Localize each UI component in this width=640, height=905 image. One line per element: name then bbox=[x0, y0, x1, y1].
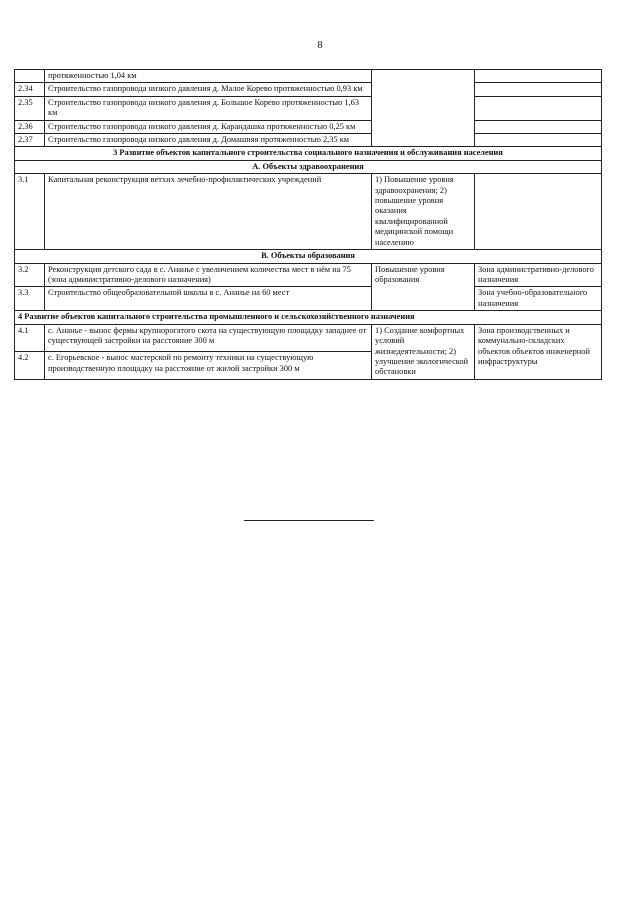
row-number: 2.36 bbox=[15, 120, 45, 133]
row-number: 2.35 bbox=[15, 96, 45, 120]
subsection-a-title: А. Объекты здравоохранения bbox=[15, 160, 602, 173]
row-text: Реконструкция детского сада в с. Ананьe с увеличением количества мест в нём на 75 (зона административно-делового назначения) bbox=[45, 263, 372, 287]
table-row bbox=[15, 134, 602, 147]
page-number: 8 bbox=[317, 40, 323, 51]
row-text: Строительство газопровода низкого давления д. Большое Корево протяженностью 1,63 км bbox=[45, 96, 372, 120]
row-number bbox=[15, 70, 45, 83]
table-row bbox=[15, 287, 602, 311]
table-row bbox=[15, 83, 602, 96]
section-3-title: 3 Развитие объектов капитального строительства социального назначения и обслуживания населения bbox=[15, 147, 602, 160]
row-number: 2.34 bbox=[15, 83, 45, 96]
end-divider bbox=[244, 520, 374, 521]
row-number: 4.1 bbox=[15, 324, 45, 352]
row-text: Строительство газопровода низкого давления д. Малое Корево протяженностью 0,93 км bbox=[45, 83, 372, 96]
row-text: протяженностью 1,04 км bbox=[45, 70, 372, 83]
row-text: с. Егорьевское - вынос мастерской по ремонту техники на существующую производственную площадку на расстояние от жилой застройки 300 м bbox=[45, 352, 372, 380]
row-text: Строительство общеобразовательной школы в с. Ананье на 60 мест bbox=[45, 287, 372, 311]
row-number: 3.1 bbox=[15, 174, 45, 250]
goal-cell: 1) Создание комфортных условий жизнедеятельности; 2) улучшение экологической обстановки bbox=[372, 324, 475, 379]
goal-cell: Повышение уровня образования bbox=[372, 263, 475, 311]
zone-cell: Зона административно-делового назначения bbox=[475, 263, 602, 287]
zone-cell: Зона производственных и коммунально-складских объектов объектов инженерной инфраструктуры bbox=[475, 324, 602, 379]
section-4-title: 4 Развитие объектов капитального строительства промышленного и сельскохозяйственного назначения bbox=[15, 311, 602, 324]
row-number: 4.2 bbox=[15, 352, 45, 380]
goal-cell-empty bbox=[372, 70, 475, 147]
zone-cell-empty bbox=[475, 83, 602, 96]
zone-cell-empty bbox=[475, 120, 602, 133]
row-text: с. Ананье - вынос фермы крупнорогатого скота на существующую площадку западнее от существующей застройки на расстояние 300 м bbox=[45, 324, 372, 352]
zone-cell-empty bbox=[475, 96, 602, 120]
subsection-b-title: В. Объекты образования bbox=[15, 250, 602, 263]
zone-cell-empty bbox=[475, 134, 602, 147]
row-number: 3.3 bbox=[15, 287, 45, 311]
row-number: 2.37 bbox=[15, 134, 45, 147]
table-row bbox=[15, 324, 602, 352]
table-row bbox=[15, 174, 602, 250]
row-text: Капитальная реконструкция ветхих лечебно-профилактических учреждений bbox=[45, 174, 372, 250]
zone-cell bbox=[475, 174, 602, 250]
row-number: 3.2 bbox=[15, 263, 45, 287]
goal-cell: 1) Повышение уровня здравоохранения; 2) повышение уровня оказания квалифицированной медицинской помощи населению bbox=[372, 174, 475, 250]
table-row bbox=[15, 263, 602, 287]
table-row bbox=[15, 120, 602, 133]
row-text: Строительство газопровода низкого давления д. Домашняя протяженностью 2,35 км bbox=[45, 134, 372, 147]
table-row bbox=[15, 70, 602, 83]
planning-table bbox=[14, 69, 602, 380]
zone-cell-empty bbox=[475, 70, 602, 83]
row-text: Строительство газопровода низкого давления д. Карандашка протяженностью 0,25 км bbox=[45, 120, 372, 133]
zone-cell: Зона учебно-образовательного назначения bbox=[475, 287, 602, 311]
table-row bbox=[15, 96, 602, 120]
